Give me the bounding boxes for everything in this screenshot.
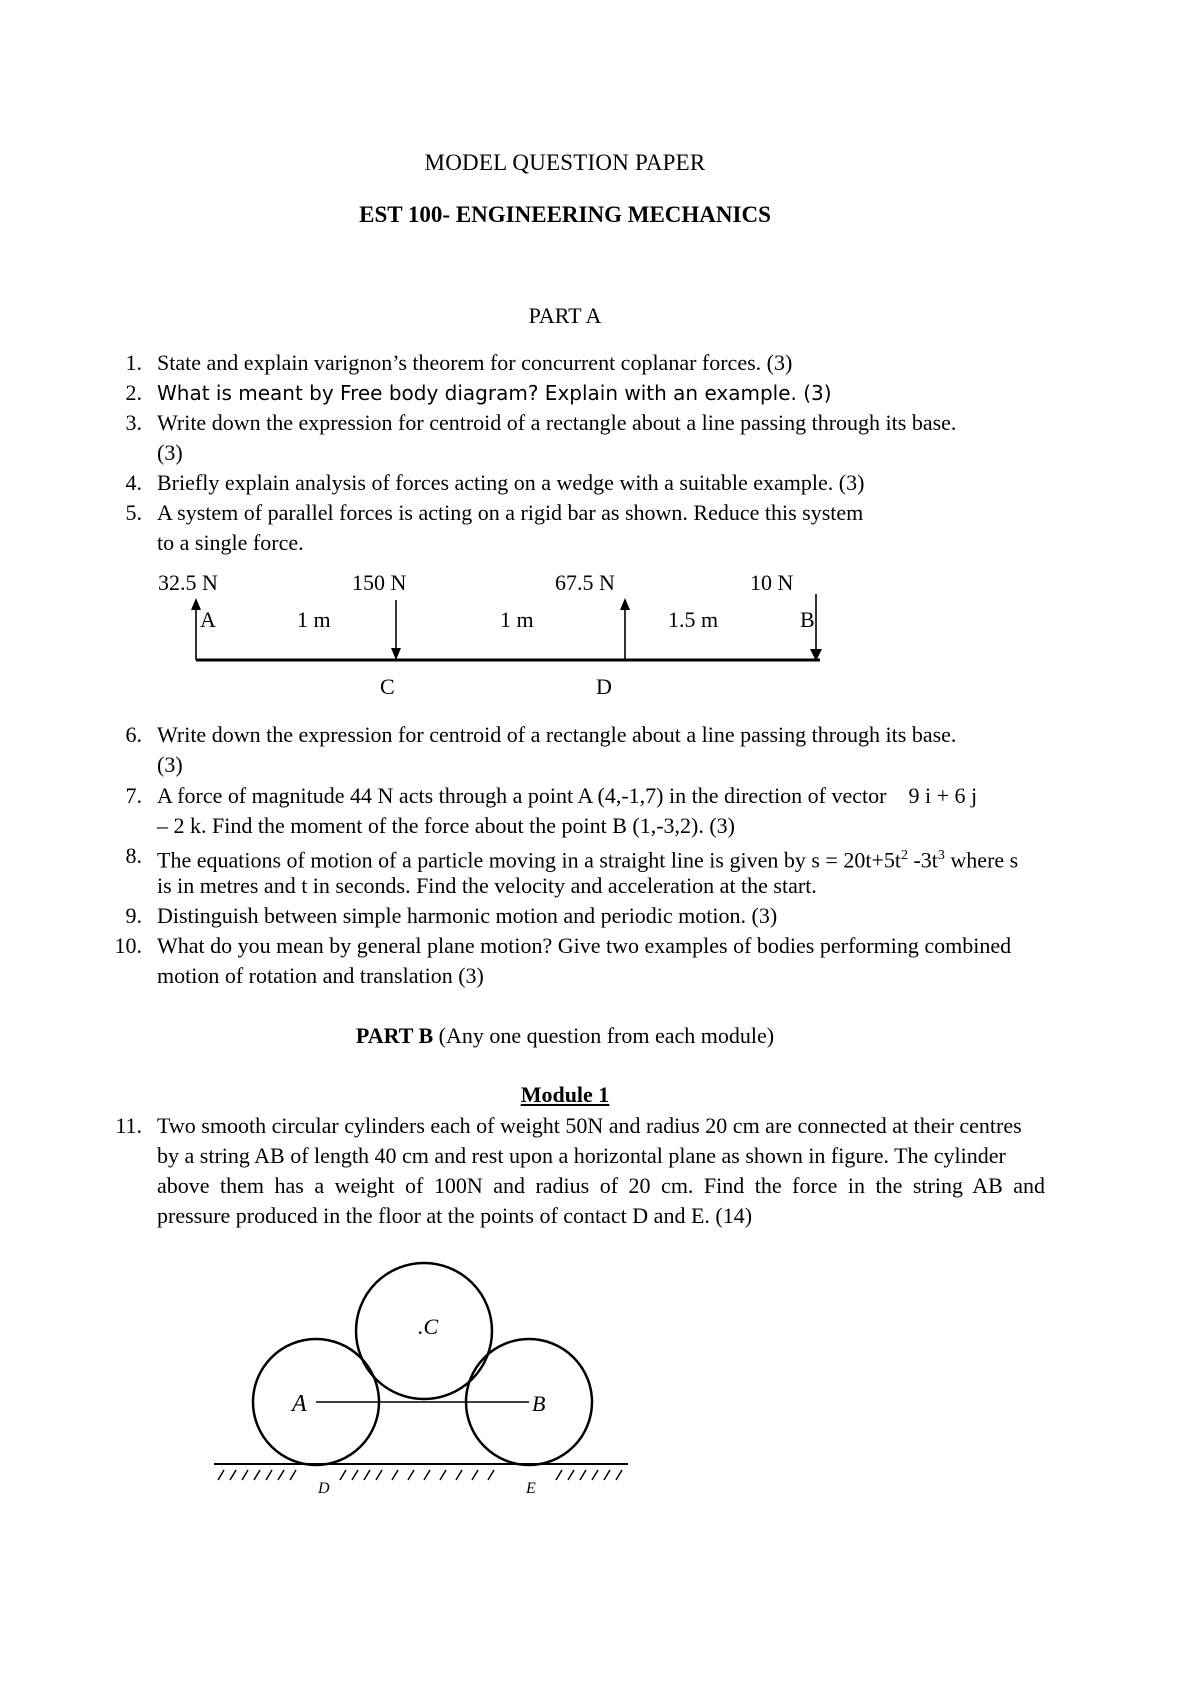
label-d: D	[318, 1480, 330, 1497]
point-label-d: D	[596, 674, 612, 699]
distance-db: 1.5 m	[668, 607, 719, 632]
cylinders-figure	[0, 1250, 1200, 1510]
label-c: .C	[418, 1314, 439, 1339]
label-a: A	[292, 1391, 307, 1417]
distance-cd: 1 m	[500, 607, 534, 632]
distance-ac: 1 m	[297, 607, 331, 632]
part-b-heading: PART B (Any one question from each module)	[355, 1023, 775, 1048]
label-e: E	[526, 1480, 536, 1497]
course-title: EST 100- ENGINEERING MECHANICS	[359, 202, 771, 227]
paper-title: MODEL QUESTION PAPER	[424, 150, 706, 175]
point-label-b: B	[800, 607, 815, 632]
force-label-c: 150 N	[352, 570, 407, 595]
force-label-a: 32.5 N	[158, 570, 218, 595]
force-label-b: 10 N	[750, 570, 794, 595]
point-label-a: A	[200, 607, 216, 632]
point-label-c: C	[380, 674, 395, 699]
force-label-d: 67.5 N	[555, 570, 615, 595]
module-1-heading: Module 1	[520, 1082, 610, 1107]
label-b: B	[532, 1391, 546, 1416]
parallel-forces-figure	[0, 560, 1200, 710]
part-a-heading: PART A	[528, 303, 602, 328]
floor-hatching	[218, 1470, 622, 1480]
